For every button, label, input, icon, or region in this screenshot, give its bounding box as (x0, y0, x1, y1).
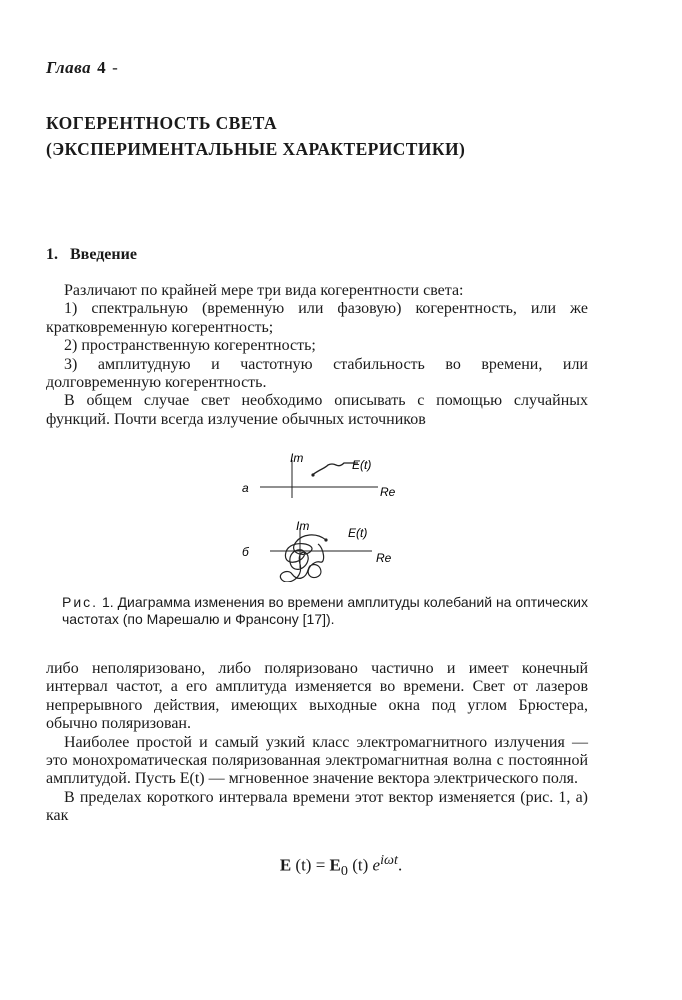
title-line-1: КОГЕРЕНТНОСТЬ СВЕТА (46, 113, 278, 133)
formula-lhs-vector: E (279, 855, 292, 875)
paragraph: Наиболее простой и самый узкий класс электромагнитного излучения — это монохроматическая поляризованная электромагнитная волна с постоянной амплитудой. Пусть E(t) — мгновенное значение вектора электрического поля. (46, 733, 588, 788)
formula-rhs-arg: (t) (347, 855, 373, 875)
formula-rhs-subscript: 0 (340, 863, 348, 880)
panel-a-letter: а (242, 481, 249, 495)
formula-exp-base: e (372, 855, 381, 875)
section-title: Введение (70, 246, 137, 263)
section-number: 1. (46, 246, 58, 263)
chapter-title (46, 110, 465, 162)
paragraph: 2) пространственную когерентность; (64, 337, 316, 355)
paragraph: либо неполяризовано, либо поляризовано частично и имеет конечный интервал частот, а его амплитуда изменяется во времени. Свет от лазеров непрерывного действия, имеющих выходные окна под углом Брюстера, обычно поляризован. (46, 660, 588, 733)
figure-panel-a (242, 451, 396, 499)
formula-rhs-vector: E (329, 855, 341, 875)
panel-b-letter: б (242, 545, 249, 559)
panel-b-re-label: Re (376, 551, 392, 565)
panel-a-point (311, 473, 314, 476)
formula-lhs-arg: (t) = (291, 855, 330, 875)
section-heading (46, 246, 137, 264)
panel-a-im-label: Im (290, 451, 304, 465)
title-line-2: (ЭКСПЕРИМЕНТАЛЬНЫЕ ХАРАКТЕРИСТИКИ) (46, 139, 466, 159)
figure-diagram (230, 450, 430, 582)
panel-b-im-label: Im (296, 519, 310, 533)
paragraph: Различают по крайней мере три вида когерентности света: (64, 282, 464, 299)
formula (0, 852, 682, 880)
formula-end: . (397, 855, 403, 875)
chapter-number: 4 (97, 58, 107, 77)
panel-a-re-label: Re (380, 485, 396, 499)
paragraph: В пределах короткого интервала времени этот вектор изменяется (рис. 1, а) как (46, 788, 588, 825)
chapter-header (46, 58, 118, 78)
panel-b-curve (280, 535, 326, 582)
paragraph: В общем случае свет необходимо описывать с помощью случайных функций. Почти всегда излучение обычных источников (46, 392, 588, 428)
panel-b-curve-label: E(t) (348, 526, 368, 540)
caption-text: 1. Диаграмма изменения во времени амплитуды колебаний на оптических частотах (по Марешалю и Франсону [17]). (62, 594, 589, 627)
body-text-top (46, 282, 588, 429)
figure-panel-b (242, 519, 392, 582)
chapter-dash: - (112, 58, 119, 77)
figure-caption (62, 594, 588, 628)
body-text-bottom (46, 660, 588, 826)
caption-label: Рис. (62, 594, 99, 610)
chapter-label: Глава (46, 58, 92, 77)
panel-b-point (324, 538, 327, 541)
paragraph: 1) спектральную (временну́ю или фазовую) когерентность, или же кратковременную когерентность; (46, 300, 588, 336)
formula-exponent: iωt (380, 852, 398, 868)
paragraph: 3) амплитудную и частотную стабильность во времени, или долговременную когерентность. (46, 355, 588, 392)
panel-a-curve-label: E(t) (352, 458, 372, 472)
